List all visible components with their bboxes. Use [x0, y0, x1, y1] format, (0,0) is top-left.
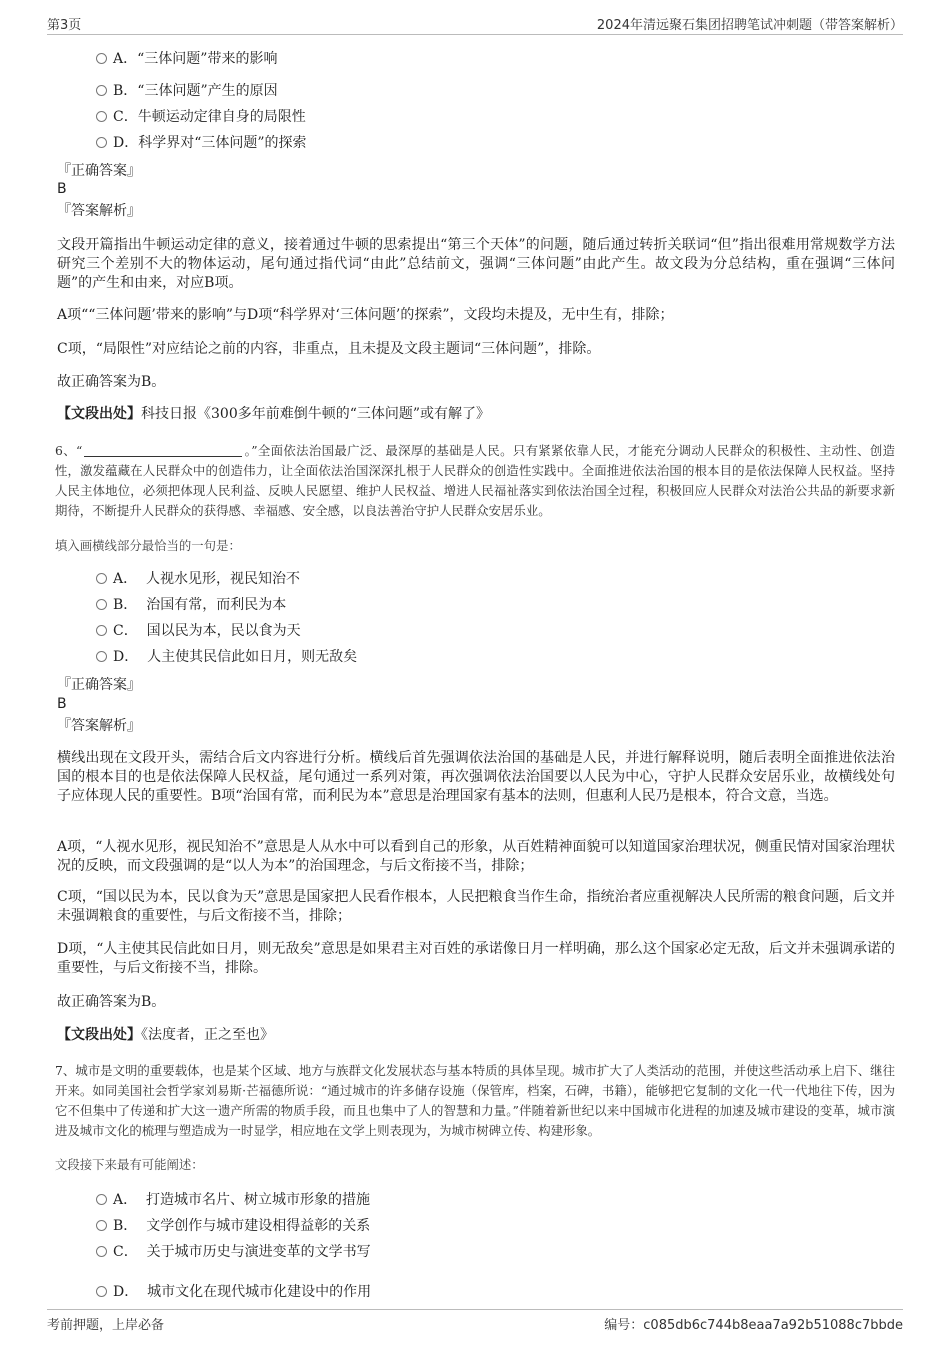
q6-option-c[interactable]: C． 国以民为本，民以食为天	[96, 622, 301, 640]
q6-analysis-label: 『答案解析』	[57, 718, 141, 734]
q5-analysis-label: 『答案解析』	[57, 203, 141, 219]
q5-analysis-2: A项““三体问题’带来的影响”与D项“科学界对‘三体问题’的探索”，文段均未提及，无中生有，排除；	[57, 307, 674, 323]
q5-option-a[interactable]: A．“三体问题”带来的影响	[96, 50, 277, 68]
q5-option-b[interactable]: B．“三体问题”产生的原因	[96, 82, 278, 100]
page-header	[47, 14, 903, 35]
q7-option-a[interactable]: A． 打造城市名片、树立城市形象的措施	[96, 1191, 370, 1209]
q7-question: 7、城市是文明的重要载体，也是某个区域、地方与族群文化发展状态与基本特质的具体呈现。城市扩大了人类活动的范围，并使这些活动承上启下、继往开来。如同美国社会哲学家刘易斯·芒福德所说：“通过城市的许多储存设施（保管库，档案，石碑，书籍），能够把它复制的文化一代一代地往下传，因为它不但集中了传递和扩大这一遗产所需的物质手段，而且也集中了人的智慧和力量。”伴随着新世纪以来中国城市化进程的加速及城市建设的变革，城市演进及城市文化的梳理与塑造成为一时显学，相应地在文学上则表现为，为城市树碑立传、构建形象。	[55, 1063, 895, 1138]
radio-icon[interactable]	[96, 1286, 107, 1297]
q6-analysis-1: 横线出现在文段开头，需结合后文内容进行分析。横线后首先强调依法治国的基础是人民，并进行解释说明，随后表明全面推进依法治国的根本目的也是依法保障人民权益，尾句通过一系列对策，再次强调依法治国要以人民为中心，守护人民群众安居乐业，故横线处句子应体现人民的重要性。B项“治国有常，而利民为本”意思是治理国家有基本的法则，但惠利人民乃是根本，符合文意，当选。	[57, 750, 895, 804]
q6-analysis-2: A项，“人视水见形，视民知治不”意思是人从水中可以看到自己的形象，从百姓精神面貌可以知道国家治理状况，侧重民情对国家治理状况的反映，而文段强调的是“以人为本”的治国理念，与后文衔接不当，排除；	[57, 839, 895, 874]
radio-icon[interactable]	[96, 625, 107, 636]
document-code: 编号：c085db6c744b8eaa7a92b51088c7bbde	[604, 1318, 903, 1333]
q6-question: 6、“ 。”全面依法治国最广泛、最深厚的基础是人民。只有紧紧依靠人民，才能充分调动人民群众的积极性、主动性、创造性，激发蕴藏在人民群众中的创造伟力，让全面依法治国深深扎根于人民群众的创造性实践中。全面推进依法治国的根本目的是依法保障人民权益。坚持人民主体地位，必须把体现人民利益、反映人民愿望、维护人民权益、增进人民福祉落实到依法治国全过程，积极回应人民群众对法治公共品的新要求新期待，不断提升人民群众的获得感、幸福感、安全感，以良法善治守护人民群众安居乐业。	[55, 443, 895, 518]
page-footer	[47, 1309, 903, 1334]
q6-analysis-4: D项，“人主使其民信此如日月，则无敌矣”意思是如果君主对百姓的承诺像日月一样明确，那么这个国家必定无敌，后文并未强调承诺的重要性，与后文衔接不当，排除。	[57, 941, 895, 976]
q6-source: 【文段出处】《法度者，正之至也》	[57, 1027, 274, 1043]
q7-prompt: 文段接下来最有可能阐述：	[55, 1157, 204, 1172]
q5-option-c[interactable]: C．牛顿运动定律自身的局限性	[96, 108, 306, 126]
radio-icon[interactable]	[96, 1220, 107, 1231]
q7-option-c[interactable]: C． 关于城市历史与演进变革的文学书写	[96, 1243, 371, 1261]
radio-icon[interactable]	[96, 573, 107, 584]
radio-icon[interactable]	[96, 137, 107, 148]
radio-icon[interactable]	[96, 599, 107, 610]
document-title: 2024年清远聚石集团招聘笔试冲刺题（带答案解析）	[596, 18, 903, 33]
q5-answer-label: 『正确答案』	[57, 163, 141, 179]
q6-prompt: 填入画横线部分最恰当的一句是：	[55, 538, 241, 553]
q5-answer: B	[57, 181, 67, 197]
radio-icon[interactable]	[96, 651, 107, 662]
q7-option-d[interactable]: D． 城市文化在现代城市化建设中的作用	[96, 1283, 371, 1301]
q6-answer-label: 『正确答案』	[57, 677, 141, 693]
page-number: 第3页	[47, 18, 82, 33]
radio-icon[interactable]	[96, 53, 107, 64]
radio-icon[interactable]	[96, 1246, 107, 1257]
answer-blank	[84, 444, 242, 457]
q6-option-d[interactable]: D． 人主使其民信此如日月，则无敌矣	[96, 648, 357, 666]
radio-icon[interactable]	[96, 1194, 107, 1205]
q6-answer: B	[57, 696, 67, 712]
q6-option-a[interactable]: A． 人视水见形，视民知治不	[96, 570, 300, 588]
q5-analysis-1: 文段开篇指出牛顿运动定律的意义，接着通过牛顿的思索提出“第三个天体”的问题，随后通过转折关联词“但”指出很难用常规数学方法研究三个差别不大的物体运动，尾句通过指代词“由此”总结前文，强调“三体问题”由此产生。故文段为分总结构，重在强调“三体问题”的产生和由来，对应B项。	[57, 237, 895, 291]
footer-slogan: 考前押题，上岸必备	[47, 1318, 165, 1333]
radio-icon[interactable]	[96, 85, 107, 96]
q6-option-b[interactable]: B． 治国有常，而利民为本	[96, 596, 286, 614]
radio-icon[interactable]	[96, 111, 107, 122]
q5-option-d[interactable]: D．科学界对“三体问题”的探索	[96, 134, 307, 152]
q7-option-b[interactable]: B． 文学创作与城市建设相得益彰的关系	[96, 1217, 370, 1235]
q6-analysis-3: C项，“国以民为本，民以食为天”意思是国家把人民看作根本，人民把粮食当作生命，指统治者应重视解决人民所需的粮食问题，后文并未强调粮食的重要性，与后文衔接不当，排除；	[57, 889, 895, 924]
q5-analysis-4: 故正确答案为B。	[57, 374, 166, 390]
q6-analysis-5: 故正确答案为B。	[57, 994, 166, 1010]
q5-source: 【文段出处】科技日报《300多年前难倒牛顿的“三体问题”或有解了》	[57, 406, 491, 422]
q5-analysis-3: C项，“局限性”对应结论之前的内容，非重点，且未提及文段主题词“三体问题”，排除。	[57, 341, 601, 357]
